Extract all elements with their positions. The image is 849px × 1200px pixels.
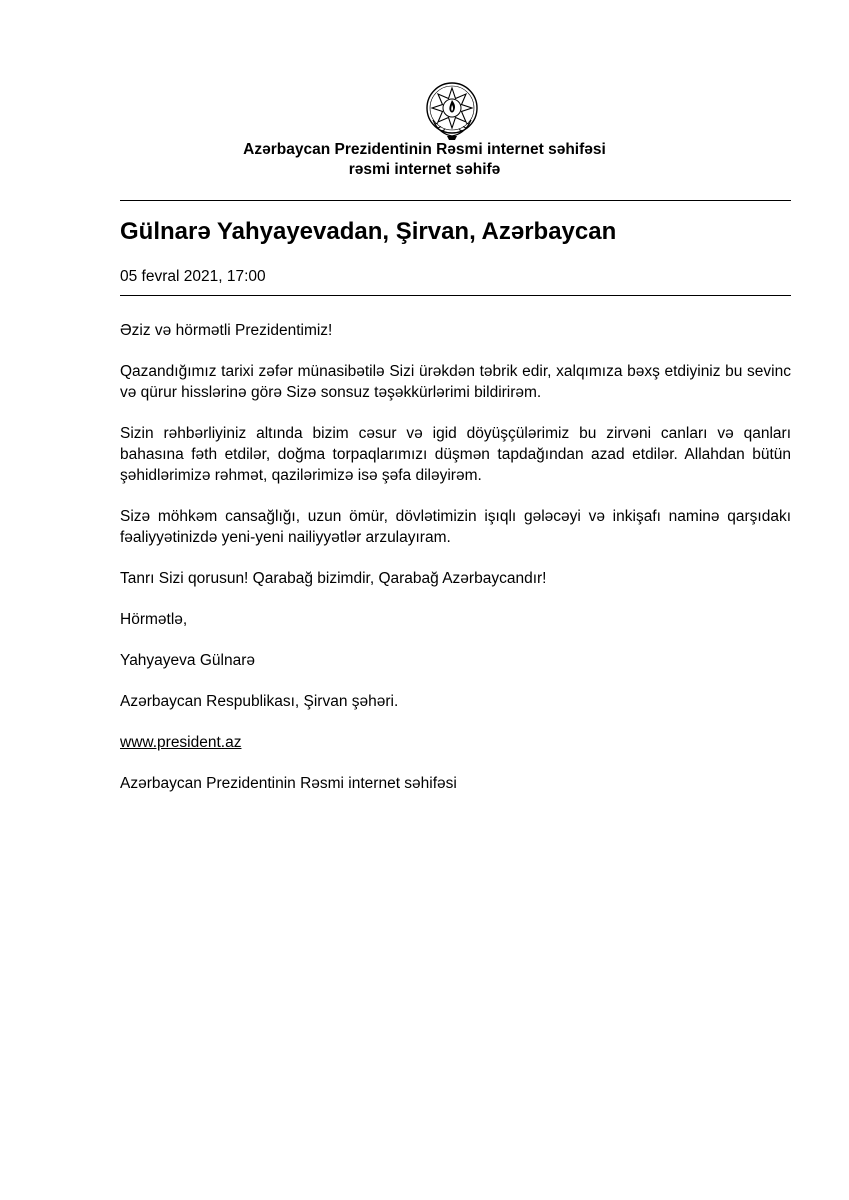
- signature-name: Yahyayeva Gülnarə: [120, 652, 255, 669]
- top-divider: [120, 200, 791, 201]
- azerbaijan-emblem-icon: [425, 80, 479, 142]
- paragraph: Sizin rəhbərliyiniz altında bizim cəsur və igid döyüşçülərimiz bu zirvəni canları və qanları bahasına fəth etdilər, doğma torpaqlarımızı düşmən tapdağından azad etdilər. Allahdan bütün şəhidlərimizə rəhmət, qazilərimizə isə şəfa diləyirəm.: [120, 425, 791, 484]
- closing: Hörmətlə,: [120, 611, 188, 628]
- site-name: Azərbaycan Prezidentinin Rəsmi internet səhifəsi: [243, 141, 606, 158]
- salutation: Əziz və hörmətli Prezidentimiz!: [120, 322, 333, 339]
- title-divider: [120, 295, 791, 296]
- signature-location: Azərbaycan Respublikası, Şirvan şəhəri.: [120, 693, 399, 710]
- article-title: Gülnarə Yahyayevadan, Şirvan, Azərbaycan: [120, 218, 617, 245]
- article-date: 05 fevral 2021, 17:00: [120, 268, 266, 285]
- paragraph: Sizə möhkəm cansağlığı, uzun ömür, dövlətimizin işıqlı gələcəyi və inkişafı naminə qarşıdakı fəaliyyətinizdə yeni-yeni nailiyyətlər arzulayıram.: [120, 508, 791, 546]
- footer-site-name: Azərbaycan Prezidentinin Rəsmi internet səhifəsi: [120, 775, 457, 792]
- site-subtitle: rəsmi internet səhifə: [348, 161, 501, 178]
- footer-link-wrapper: [120, 732, 791, 753]
- president-site-link[interactable]: www.president.az: [120, 734, 242, 751]
- paragraph: Tanrı Sizi qorusun! Qarabağ bizimdir, Qarabağ Azərbaycandır!: [120, 570, 547, 587]
- article-body: [120, 320, 791, 814]
- site-header: [120, 140, 729, 180]
- paragraph: Qazandığımız tarixi zəfər münasibətilə Sizi ürəkdən təbrik edir, xalqımıza bəxş etdiyiniz bu sevinc və qürur hisslərinə görə Sizə sonsuz təşəkkürlərimi bildirirəm.: [120, 363, 791, 401]
